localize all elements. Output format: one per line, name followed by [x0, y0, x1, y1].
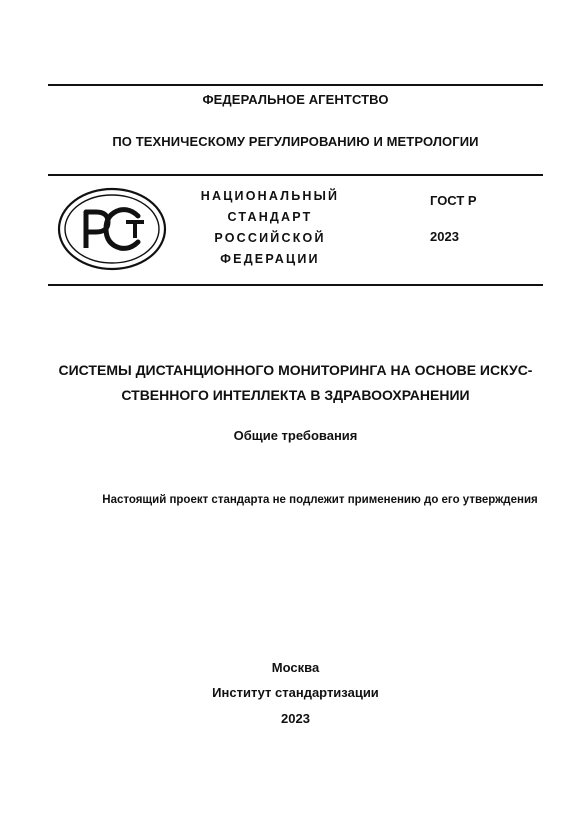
- document-title: [48, 358, 543, 408]
- standard-line-4: ФЕДЕРАЦИИ: [220, 252, 320, 266]
- footer-city: Москва: [271, 660, 320, 675]
- footer-year: 2023: [281, 711, 310, 726]
- title-line-1: СИСТЕМЫ ДИСТАНЦИОННОГО МОНИТОРИНГА НА ОСНОВЕ ИСКУС-: [58, 362, 533, 378]
- middle-rule: [48, 174, 543, 176]
- bottom-rule: [48, 284, 543, 286]
- standard-line-2: СТАНДАРТ: [227, 210, 313, 224]
- standard-designation: ГОСТ Р: [430, 193, 477, 208]
- standard-line-3: РОССИЙСКОЙ: [214, 231, 326, 245]
- agency-name-line2: ПО ТЕХНИЧЕСКОМУ РЕГУЛИРОВАНИЮ И МЕТРОЛОГИИ: [112, 134, 479, 149]
- top-rule: [48, 84, 543, 86]
- footer-publisher: Институт стандартизации: [212, 685, 379, 700]
- standard-year: 2023: [430, 229, 459, 244]
- rst-certification-mark-icon: [56, 186, 168, 272]
- draft-notice: Настоящий проект стандарта не подлежит применению до его утверждения: [102, 494, 538, 506]
- national-standard-label: [180, 186, 360, 270]
- standard-line-1: НАЦИОНАЛЬНЫЙ: [200, 189, 340, 203]
- document-subtitle: Общие требования: [233, 428, 358, 443]
- agency-name-line1: ФЕДЕРАЛЬНОЕ АГЕНТСТВО: [202, 92, 389, 107]
- title-line-2: СТВЕННОГО ИНТЕЛЛЕКТА В ЗДРАВООХРАНЕНИИ: [121, 387, 470, 403]
